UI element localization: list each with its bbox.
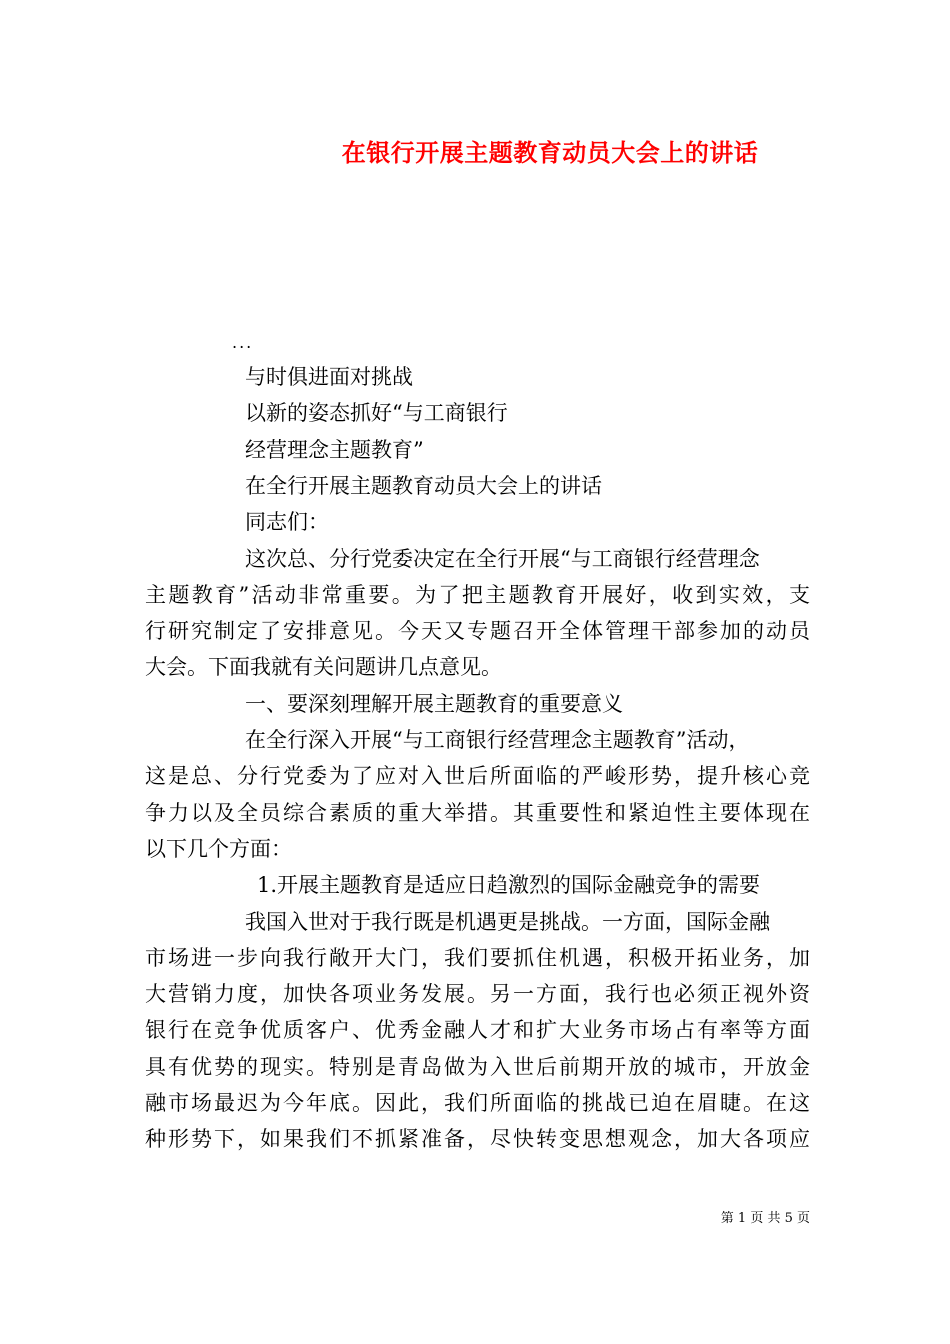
paragraph-line: 以新的姿态抓好“与工商银行 <box>245 401 508 426</box>
paragraph-line: 市场进一步向我行敞开大门，我们要抓住机遇，积极开拓业务，加 <box>145 945 810 970</box>
paragraph-line: 争力以及全员综合素质的重大举措。其重要性和紧迫性主要体现在 <box>145 800 810 825</box>
paragraph-line: 与时俱进面对挑战 <box>245 365 413 389</box>
page-footer: 第 1 页 共 5 页 <box>720 1211 810 1226</box>
paragraph-line: 融市场最迟为今年底。因此，我们所面临的挑战已迫在眉睫。在这 <box>145 1091 810 1115</box>
paragraph-line: 行研究制定了安排意见。今天又专题召开全体管理干部参加的动员 <box>145 619 810 644</box>
paragraph-line: 具有优势的现实。特别是青岛做为入世后前期开放的城市，开放金 <box>145 1054 810 1079</box>
ellipsis-marker: ... <box>232 333 254 352</box>
paragraph-line: 银行在竞争优质客户、优秀金融人才和扩大业务市场占有率等方面 <box>145 1018 810 1043</box>
paragraph-line: 在全行深入开展“与工商银行经营理念主题教育”活动， <box>245 728 750 752</box>
paragraph-line: 这是总、分行党委为了应对入世后所面临的严峻形势，提升核心竞 <box>145 764 810 789</box>
paragraph-line: 我国入世对于我行既是机遇更是挑战。一方面，国际金融 <box>245 909 770 934</box>
paragraph-line: 以下几个方面： <box>145 836 292 861</box>
paragraph-line: 大营销力度，加快各项业务发展。另一方面，我行也必须正视外资 <box>145 982 810 1007</box>
paragraph-line: 大会。下面我就有关问题讲几点意见。 <box>145 655 502 680</box>
paragraph-line: 一、要深刻理解开展主题教育的重要意义 <box>245 691 623 716</box>
paragraph-line: 种形势下，如果我们不抓紧准备，尽快转变思想观念，加大各项应 <box>145 1127 810 1152</box>
paragraph-line: 1.开展主题教育是适应日趋激烈的国际金融竞争的需要 <box>257 873 761 898</box>
paragraph-line: 同志们： <box>245 510 329 535</box>
document-title: 在银行开展主题教育动员大会上的讲话 <box>341 138 759 167</box>
paragraph-line: 主题教育”活动非常重要。为了把主题教育开展好，收到实效，支 <box>145 582 810 607</box>
paragraph-line: 经营理念主题教育” <box>245 437 424 462</box>
paragraph-line: 在全行开展主题教育动员大会上的讲话 <box>245 473 602 498</box>
paragraph-line: 这次总、分行党委决定在全行开展“与工商银行经营理念 <box>245 546 760 571</box>
